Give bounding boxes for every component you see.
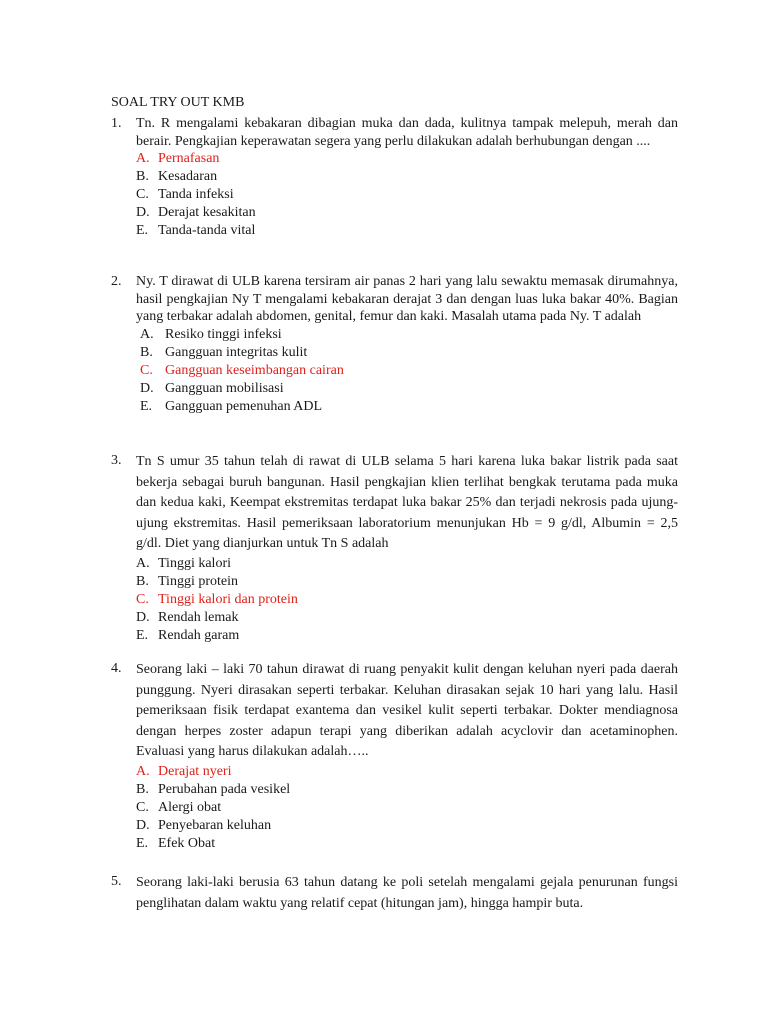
option-letter: A. (136, 763, 150, 779)
option-e (136, 222, 678, 240)
option-text: Gangguan mobilisasi (165, 380, 284, 396)
question-number: 2. (111, 274, 122, 289)
option-a (136, 555, 678, 573)
option-c (136, 186, 678, 204)
option-text: Perubahan pada vesikel (158, 781, 291, 797)
answer-options (136, 763, 678, 853)
answer-options (140, 326, 678, 416)
question-number: 3. (111, 453, 122, 468)
question-text: Seorang laki – laki 70 tahun dirawat di ruang penyakit kulit dengan keluhan nyeri pada daerah punggung. Nyeri dirasakan seperti terbakar. Keluhan dirasakan sejak 10 hari yang lalu. Hasil pemeriksaan fisik terdapat exantema dan vesikel kulit seperti terbakar. Dokter mendiagnosa dengan herpes zoster adapun terapi yang diberikan adalah acyclovir dan acetaminophen. Evaluasi yang harus dilakukan adalah….. (136, 662, 678, 759)
document-title: SOAL TRY OUT KMB (111, 95, 245, 110)
option-letter: D. (136, 205, 150, 220)
option-e (136, 627, 678, 645)
option-a (136, 150, 678, 168)
option-letter: E. (136, 627, 149, 643)
option-letter: B. (136, 573, 149, 589)
option-letter: A. (140, 326, 154, 342)
option-text: Derajat nyeri (158, 763, 232, 779)
option-letter: C. (136, 591, 149, 607)
option-d (136, 204, 678, 222)
option-text: Tinggi protein (158, 573, 238, 589)
question-text: Ny. T dirawat di ULB karena tersiram air panas 2 hari yang lalu sewaktu memasak dirumahnya, hasil pengkajian Ny T mengalami kebakaran derajat 3 dan dengan luas luka bakar 40%. Bagian yang terbakar adalah abdomen, genital, femur dan kaki. Masalah utama pada Ny. T adalah (136, 274, 678, 324)
option-text: Gangguan integritas kulit (165, 344, 308, 360)
option-letter: C. (136, 799, 149, 815)
option-d (136, 817, 678, 835)
option-letter: E. (136, 835, 149, 851)
option-letter: A. (136, 151, 150, 166)
question-5 (111, 873, 678, 914)
question-number: 5. (111, 874, 122, 889)
question-1 (111, 115, 678, 240)
option-text: Alergi obat (158, 799, 222, 815)
option-d (140, 380, 678, 398)
option-a (136, 763, 678, 781)
option-e (140, 398, 678, 416)
option-letter: D. (140, 380, 154, 396)
option-letter: E. (136, 223, 149, 238)
option-b (140, 344, 678, 362)
option-letter: E. (140, 398, 153, 414)
answer-options (136, 555, 678, 645)
question-4 (111, 660, 678, 853)
option-text: Tanda-tanda vital (158, 223, 256, 238)
question-text: Tn. R mengalami kebakaran dibagian muka dan dada, kulitnya tampak melepuh, merah dan berair. Pengkajian keperawatan segera yang perlu dilakukan adalah berhubungan dengan .... (136, 116, 678, 149)
question-number: 4. (111, 661, 122, 676)
question-text: Tn S umur 35 tahun telah di rawat di ULB selama 5 hari karena luka bakar listrik pada saat bekerja sebagai buruh bangunan. Hasil pengkajian klien terlihat bengkak terutama pada muka dan kedua kaki, Keempat ekstremitas terdapat luka bakar 25% dan terjadi nekrosis pada ujung-ujung ekstremitas. Hasil pemeriksaan laboratorium menunjukan Hb = 9 g/dl, Albumin = 2,5 g/dl. Diet yang dianjurkan untuk Tn S adalah (136, 454, 678, 551)
question-2 (111, 273, 678, 416)
option-letter: B. (136, 169, 149, 184)
option-text: Rendah garam (158, 627, 240, 643)
option-c (136, 799, 678, 817)
option-text: Tinggi kalori dan protein (158, 591, 298, 607)
option-text: Tanda infeksi (158, 187, 234, 202)
option-letter: C. (136, 187, 149, 202)
question-number: 1. (111, 116, 122, 131)
option-letter: A. (136, 555, 150, 571)
option-d (136, 609, 678, 627)
option-text: Pernafasan (158, 151, 220, 166)
option-c (136, 591, 678, 609)
option-text: Penyebaran keluhan (158, 817, 272, 833)
option-a (140, 326, 678, 344)
option-b (136, 573, 678, 591)
option-letter: B. (140, 344, 153, 360)
option-b (136, 168, 678, 186)
option-letter: C. (140, 362, 153, 378)
option-text: Rendah lemak (158, 609, 239, 625)
option-c (140, 362, 678, 380)
option-text: Gangguan pemenuhan ADL (165, 398, 323, 414)
option-letter: D. (136, 817, 150, 833)
option-text: Derajat kesakitan (158, 205, 256, 220)
option-text: Kesadaran (158, 169, 218, 184)
answer-options (136, 150, 678, 240)
option-text: Resiko tinggi infeksi (165, 326, 282, 342)
option-text: Gangguan keseimbangan cairan (165, 362, 344, 378)
option-letter: D. (136, 609, 150, 625)
option-text: Efek Obat (158, 835, 216, 851)
option-letter: B. (136, 781, 149, 797)
option-b (136, 781, 678, 799)
question-text: Seorang laki-laki berusia 63 tahun datang ke poli setelah mengalami gejala penurunan fungsi penglihatan dalam waktu yang relatif cepat (hitungan jam), hingga hampir buta. (136, 875, 678, 911)
option-text: Tinggi kalori (158, 555, 231, 571)
question-3 (111, 452, 678, 645)
option-e (136, 835, 678, 853)
